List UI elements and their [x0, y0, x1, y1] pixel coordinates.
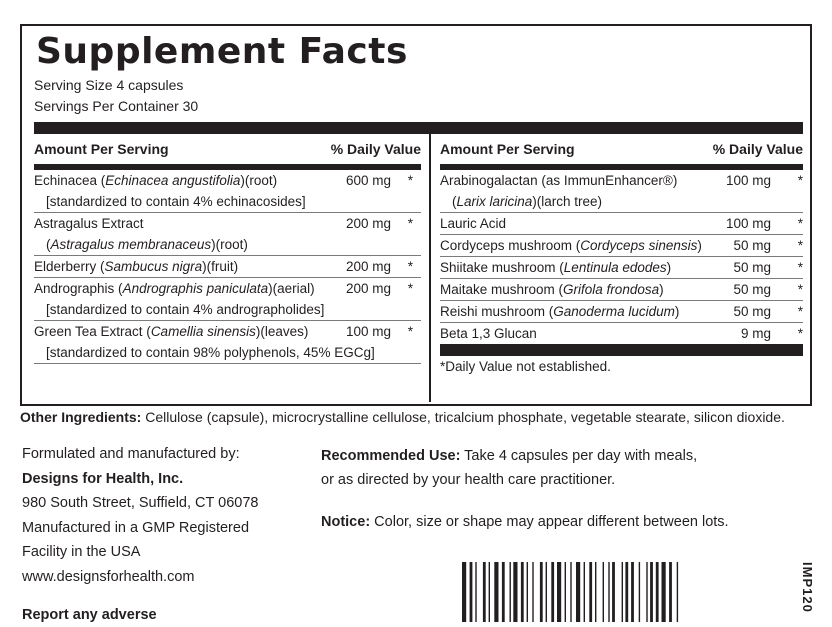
panel-title: Supplement Facts — [36, 31, 408, 72]
ingredient-row — [34, 170, 421, 213]
ingredient-row — [440, 257, 803, 279]
website: www.designsforhealth.com — [22, 568, 195, 585]
right-column — [440, 134, 803, 378]
ingredient-detail: (Larix laricina)(larch tree) — [452, 194, 603, 209]
ingredient-row — [440, 279, 803, 301]
ingredient-name: Elderberry (Sambucus nigra)(fruit) — [34, 259, 239, 274]
barcode-bar — [521, 562, 524, 622]
lot-code: IMP120 — [800, 562, 815, 613]
barcode-bar — [546, 562, 547, 622]
barcode-bar — [540, 562, 543, 622]
daily-value-mark: * — [407, 216, 413, 231]
recommended-use-label: Recommended Use: — [321, 448, 461, 464]
barcode-bar — [646, 562, 647, 622]
barcode-bar — [650, 562, 653, 622]
ingredient-amount: 50 mg — [733, 304, 771, 319]
ingredient-name: Arabinogalactan (as ImmunEnhancer®) — [440, 173, 678, 188]
ingredient-name: Echinacea (Echinacea angustifolia)(root) — [34, 173, 278, 188]
barcode-bar — [502, 562, 505, 622]
left-header — [34, 134, 421, 170]
daily-value-mark: * — [797, 238, 803, 253]
left-column — [34, 134, 421, 364]
ingredient-name: Maitake mushroom (Grifola frondosa) — [440, 282, 664, 297]
barcode-bar — [483, 562, 486, 622]
ingredient-amount: 600 mg — [345, 173, 391, 188]
barcode-bar — [622, 562, 623, 622]
ingredient-row — [34, 321, 421, 364]
barcode-bar — [584, 562, 585, 622]
notice — [321, 510, 729, 534]
ingredient-name: Reishi mushroom (Ganoderma lucidum) — [440, 304, 680, 319]
amount-header: Amount Per Serving — [440, 141, 575, 157]
barcode-bar — [608, 562, 609, 622]
ingredient-amount: 100 mg — [725, 216, 771, 231]
ingredient-name: Cordyceps mushroom (Cordyceps sinensis) — [440, 238, 702, 253]
manufacturer-info — [22, 442, 258, 589]
gmp-line-1: Manufactured in a GMP Registered — [22, 519, 250, 536]
barcode-bar — [551, 562, 554, 622]
barcode-bar — [510, 562, 511, 622]
barcode-bar — [513, 562, 517, 622]
barcode-bar — [532, 562, 533, 622]
barcode-bar — [612, 562, 615, 622]
ingredient-amount: 50 mg — [733, 238, 771, 253]
barcode-bar — [677, 562, 678, 622]
ingredient-row — [440, 235, 803, 257]
column-divider — [429, 134, 431, 402]
ingredient-amount: 9 mg — [740, 326, 771, 341]
ingredient-name: Shiitake mushroom (Lentinula edodes) — [440, 260, 672, 275]
dv-header: % Daily Value — [330, 141, 421, 157]
ingredient-detail: [standardized to contain 98% polyphenols, 45% EGCg] — [46, 345, 375, 360]
barcode-bar — [565, 562, 566, 622]
barcode-bar — [589, 562, 592, 622]
footnote: *Daily Value not established. — [440, 359, 611, 374]
daily-value-mark: * — [797, 173, 803, 188]
ingredient-name: Andrographis (Andrographis paniculata)(aerial) — [34, 281, 315, 296]
barcode-bar — [489, 562, 490, 622]
address: 980 South Street, Suffield, CT 06078 — [22, 495, 259, 511]
ingredient-amount: 100 mg — [345, 324, 391, 339]
notice-label: Notice: — [321, 514, 371, 530]
daily-value-mark: * — [797, 326, 803, 341]
daily-value-mark: * — [407, 173, 413, 188]
ingredient-detail: (Astragalus membranaceus)(root) — [46, 237, 248, 252]
ingredient-row — [440, 323, 803, 344]
barcode-bar — [557, 562, 561, 622]
ingredient-amount: 200 mg — [345, 259, 391, 274]
barcode-bar — [631, 562, 634, 622]
dv-header: % Daily Value — [712, 141, 803, 157]
ingredient-row — [34, 213, 421, 256]
ingredient-row — [34, 278, 421, 321]
ingredient-detail: [standardized to contain 4% echinacosides] — [46, 194, 306, 209]
ingredient-name: Astragalus Extract — [34, 216, 144, 231]
barcode-bar — [475, 562, 476, 622]
ingredient-row — [440, 170, 803, 213]
ingredient-row — [440, 301, 803, 323]
ingredient-amount: 100 mg — [725, 173, 771, 188]
manufacturer-line: Formulated and manufactured by: — [22, 446, 240, 462]
ingredient-amount: 50 mg — [733, 282, 771, 297]
ingredient-detail: [standardized to contain 4% andrographolides] — [46, 302, 325, 317]
barcode-bar — [527, 562, 528, 622]
ingredient-row — [440, 213, 803, 235]
daily-value-mark: * — [797, 216, 803, 231]
serving-size: Serving Size 4 capsules — [34, 77, 184, 93]
barcode-bar — [576, 562, 580, 622]
ingredient-name: Beta 1,3 Glucan — [440, 326, 537, 341]
barcode-bar — [603, 562, 604, 622]
barcode-bar — [625, 562, 628, 622]
ingredient-name: Lauric Acid — [440, 216, 507, 231]
ingredient-amount: 50 mg — [733, 260, 771, 275]
barcode-bar — [662, 562, 666, 622]
daily-value-mark: * — [407, 259, 413, 274]
daily-value-mark: * — [797, 282, 803, 297]
barcode-bar — [595, 562, 596, 622]
company-name: Designs for Health, Inc. — [22, 470, 184, 487]
other-ingredients-label: Other Ingredients: — [20, 409, 142, 425]
daily-value-mark: * — [797, 260, 803, 275]
ingredient-amount: 200 mg — [345, 281, 391, 296]
servings-per-container: Servings Per Container 30 — [34, 98, 199, 114]
thin-divider — [440, 344, 803, 356]
thick-divider — [34, 122, 803, 134]
daily-value-mark: * — [407, 324, 413, 339]
barcode-bar — [494, 562, 498, 622]
supplement-facts-panel — [20, 24, 812, 406]
notice-text: Color, size or shape may appear different between lots. — [370, 514, 729, 530]
report-adverse: Report any adverse — [22, 607, 157, 623]
barcode-bar — [470, 562, 473, 622]
barcode-bar — [570, 562, 571, 622]
gmp-line-2: Facility in the USA — [22, 544, 141, 560]
daily-value-mark: * — [407, 281, 413, 296]
barcode-bar — [656, 562, 659, 622]
right-header — [440, 134, 803, 170]
recommended-use — [321, 444, 697, 492]
ingredient-name: Green Tea Extract (Camellia sinensis)(leaves) — [34, 324, 309, 339]
daily-value-mark: * — [797, 304, 803, 319]
amount-header: Amount Per Serving — [34, 141, 169, 157]
barcode-bar — [462, 562, 466, 622]
right-rows — [440, 170, 803, 344]
barcode-bar — [639, 562, 640, 622]
barcode — [462, 562, 742, 622]
recommended-use-text-2: or as directed by your health care practitioner. — [321, 472, 616, 488]
left-rows — [34, 170, 421, 364]
ingredient-row — [34, 256, 421, 278]
ingredient-amount: 200 mg — [345, 216, 391, 231]
other-ingredients-text: Cellulose (capsule), microcrystalline cellulose, tricalcium phosphate, vegetable stearate, silicon dioxide. — [141, 409, 785, 425]
other-ingredients — [20, 407, 785, 427]
recommended-use-text-1: Take 4 capsules per day with meals, — [460, 448, 698, 464]
barcode-bar — [669, 562, 672, 622]
